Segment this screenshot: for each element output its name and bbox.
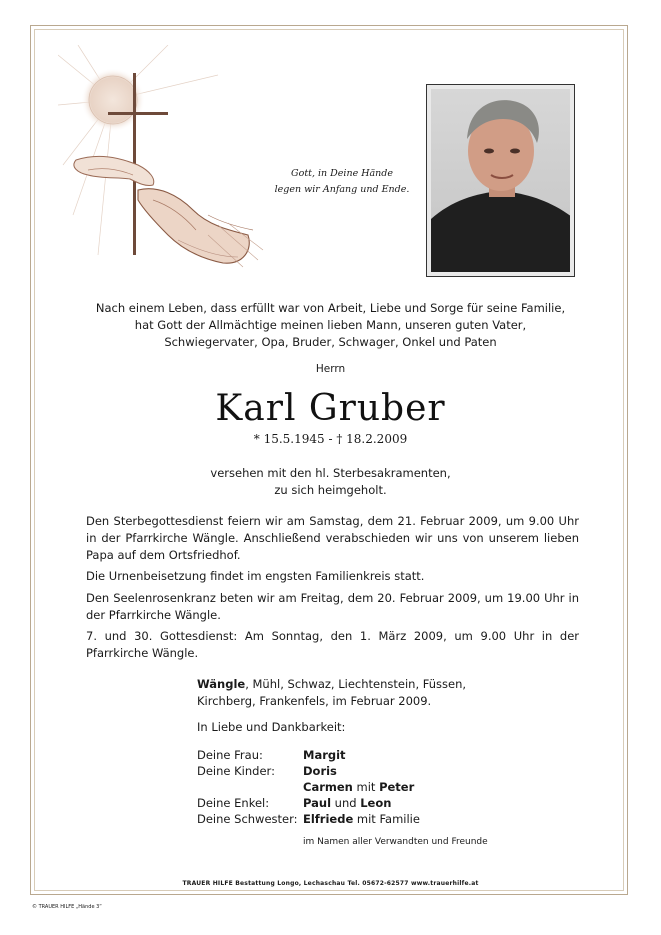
copyright-note: © TRAUER HILFE „Hände 3“	[32, 904, 102, 910]
portrait-figure	[431, 89, 570, 272]
urn-burial-paragraph: Die Urnenbeisetzung findet im engsten Familienkreis statt.	[86, 569, 425, 583]
sacraments-text	[60, 465, 601, 499]
sister-name: Elfriede	[303, 812, 354, 826]
places-and-date	[197, 676, 466, 710]
places-rest: , Mühl, Schwaz, Liechtenstein, Füssen,	[245, 677, 467, 691]
thanks-line: In Liebe und Dankbarkeit:	[197, 720, 346, 734]
intro-line-3: Schwiegervater, Opa, Bruder, Schwager, Onkel und Paten	[164, 335, 497, 349]
honorific: Herrn	[315, 363, 346, 375]
motto-line-2: legen wir Anfang und Ende.	[274, 184, 410, 195]
motto-line-1: Gott, in Deine Hände	[291, 168, 393, 179]
others-line: im Namen aller Verwandten und Freunde	[303, 837, 488, 847]
wife-name: Margit	[303, 748, 346, 762]
intro-line-1: Nach einem Leben, dass erfüllt war von Arbeit, Liebe und Sorge für seine Familie,	[95, 301, 566, 315]
motto	[262, 166, 422, 198]
child-2-join: mit	[352, 780, 380, 794]
child-1-name: Doris	[303, 764, 337, 778]
children-label: Deine Kinder:	[197, 764, 275, 778]
rosary-paragraph: Den Seelenrosenkranz beten wir am Freitag, dem 20. Februar 2009, um 19.00 Uhr in der Pfarrkirche Wängle.	[86, 591, 579, 622]
cross-hands-illustration	[58, 45, 268, 275]
home-village: Wängle	[197, 677, 246, 691]
life-dates: * 15.5.1945 - † 18.2.2009	[253, 432, 408, 446]
sister-suffix: mit Familie	[353, 812, 420, 826]
wife-label: Deine Frau:	[197, 748, 263, 762]
sacraments-line-1: versehen mit den hl. Sterbesakramenten,	[210, 466, 451, 480]
grandchild-join: und	[331, 796, 361, 810]
intro-text	[60, 300, 601, 351]
places-line-2: Kirchberg, Frankenfels, im Februar 2009.	[197, 694, 432, 708]
intro-line-2: hat Gott der Allmächtige meinen lieben Mann, unseren guten Vater,	[134, 318, 527, 332]
child-2-name: Carmen	[303, 780, 353, 794]
child-2-partner: Peter	[379, 780, 415, 794]
funeral-service-paragraph: Den Sterbegottesdienst feiern wir am Samstag, dem 21. Februar 2009, um 9.00 Uhr in der Pfarrkirche Wängle. Anschließend verabschieden wir uns von unserem lieben Papa auf dem Ortsfriedhof.	[86, 514, 579, 562]
grandchildren-label: Deine Enkel:	[197, 796, 270, 810]
sacraments-line-2: zu sich heimgeholt.	[274, 483, 387, 497]
sister-label: Deine Schwester:	[197, 812, 298, 826]
grandchild-1-name: Paul	[303, 796, 332, 810]
grandchild-2-name: Leon	[360, 796, 392, 810]
memorial-mass-paragraph: 7. und 30. Gottesdienst: Am Sonntag, den 1. März 2009, um 9.00 Uhr in der Pfarrkirche Wängle.	[86, 629, 579, 660]
funeral-home-footer: TRAUER HILFE Bestattung Longo, Lechaschau Tel. 05672-62577 www.trauerhilfe.at	[182, 880, 479, 887]
portrait-photo	[426, 84, 575, 277]
deceased-name: Karl Gruber	[215, 388, 446, 429]
